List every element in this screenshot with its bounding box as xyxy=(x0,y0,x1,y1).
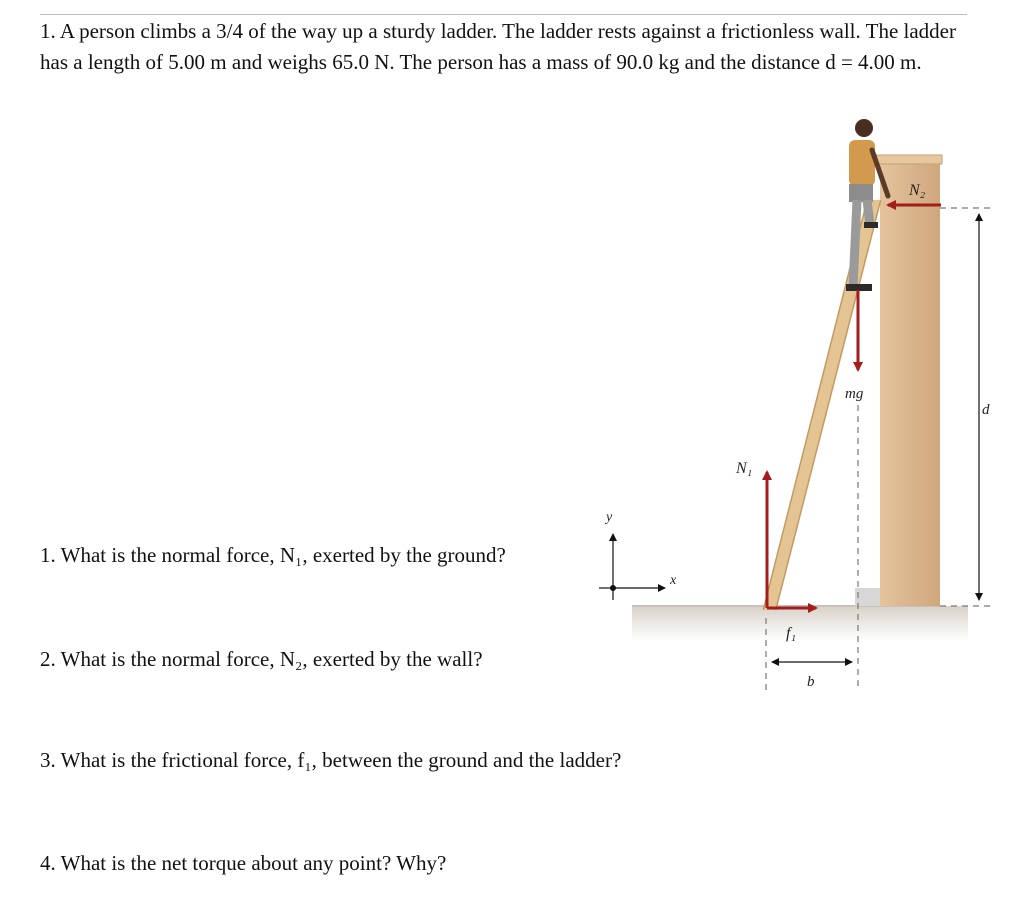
f1-label: f₁ xyxy=(786,625,797,642)
question-1: 1. What is the normal force, N₁, exerted by the ground? xyxy=(40,543,506,567)
mg-label: mg xyxy=(845,386,864,402)
coordinate-axes xyxy=(599,534,665,600)
wall-base-step xyxy=(855,588,880,606)
wall-cap xyxy=(876,155,942,164)
b-label: b xyxy=(807,674,815,690)
question-3: 3. What is the frictional force, f₁, between the ground and the ladder? xyxy=(40,748,622,772)
wall xyxy=(880,162,940,606)
problem-statement: 1. A person climbs a 3/4 of the way up a sturdy ladder. The ladder rests against a frictionless wall. The ladder has a length of 5.00 m and weighs 65.0 N. The person has a mass of 90.0 kg and the distance d = 4.00 m. xyxy=(40,19,956,74)
y-axis-label: y xyxy=(606,510,613,525)
ground xyxy=(632,606,968,640)
x-axis-label: x xyxy=(670,573,677,588)
question-2: 2. What is the normal force, N₂, exerted by the wall? xyxy=(40,647,483,671)
d-label: d xyxy=(982,402,990,418)
question-4: 4. What is the net torque about any point? Why? xyxy=(40,851,447,875)
n1-label: N₁ xyxy=(736,460,753,477)
ladder xyxy=(764,200,880,610)
n2-label: N₂ xyxy=(909,182,926,199)
